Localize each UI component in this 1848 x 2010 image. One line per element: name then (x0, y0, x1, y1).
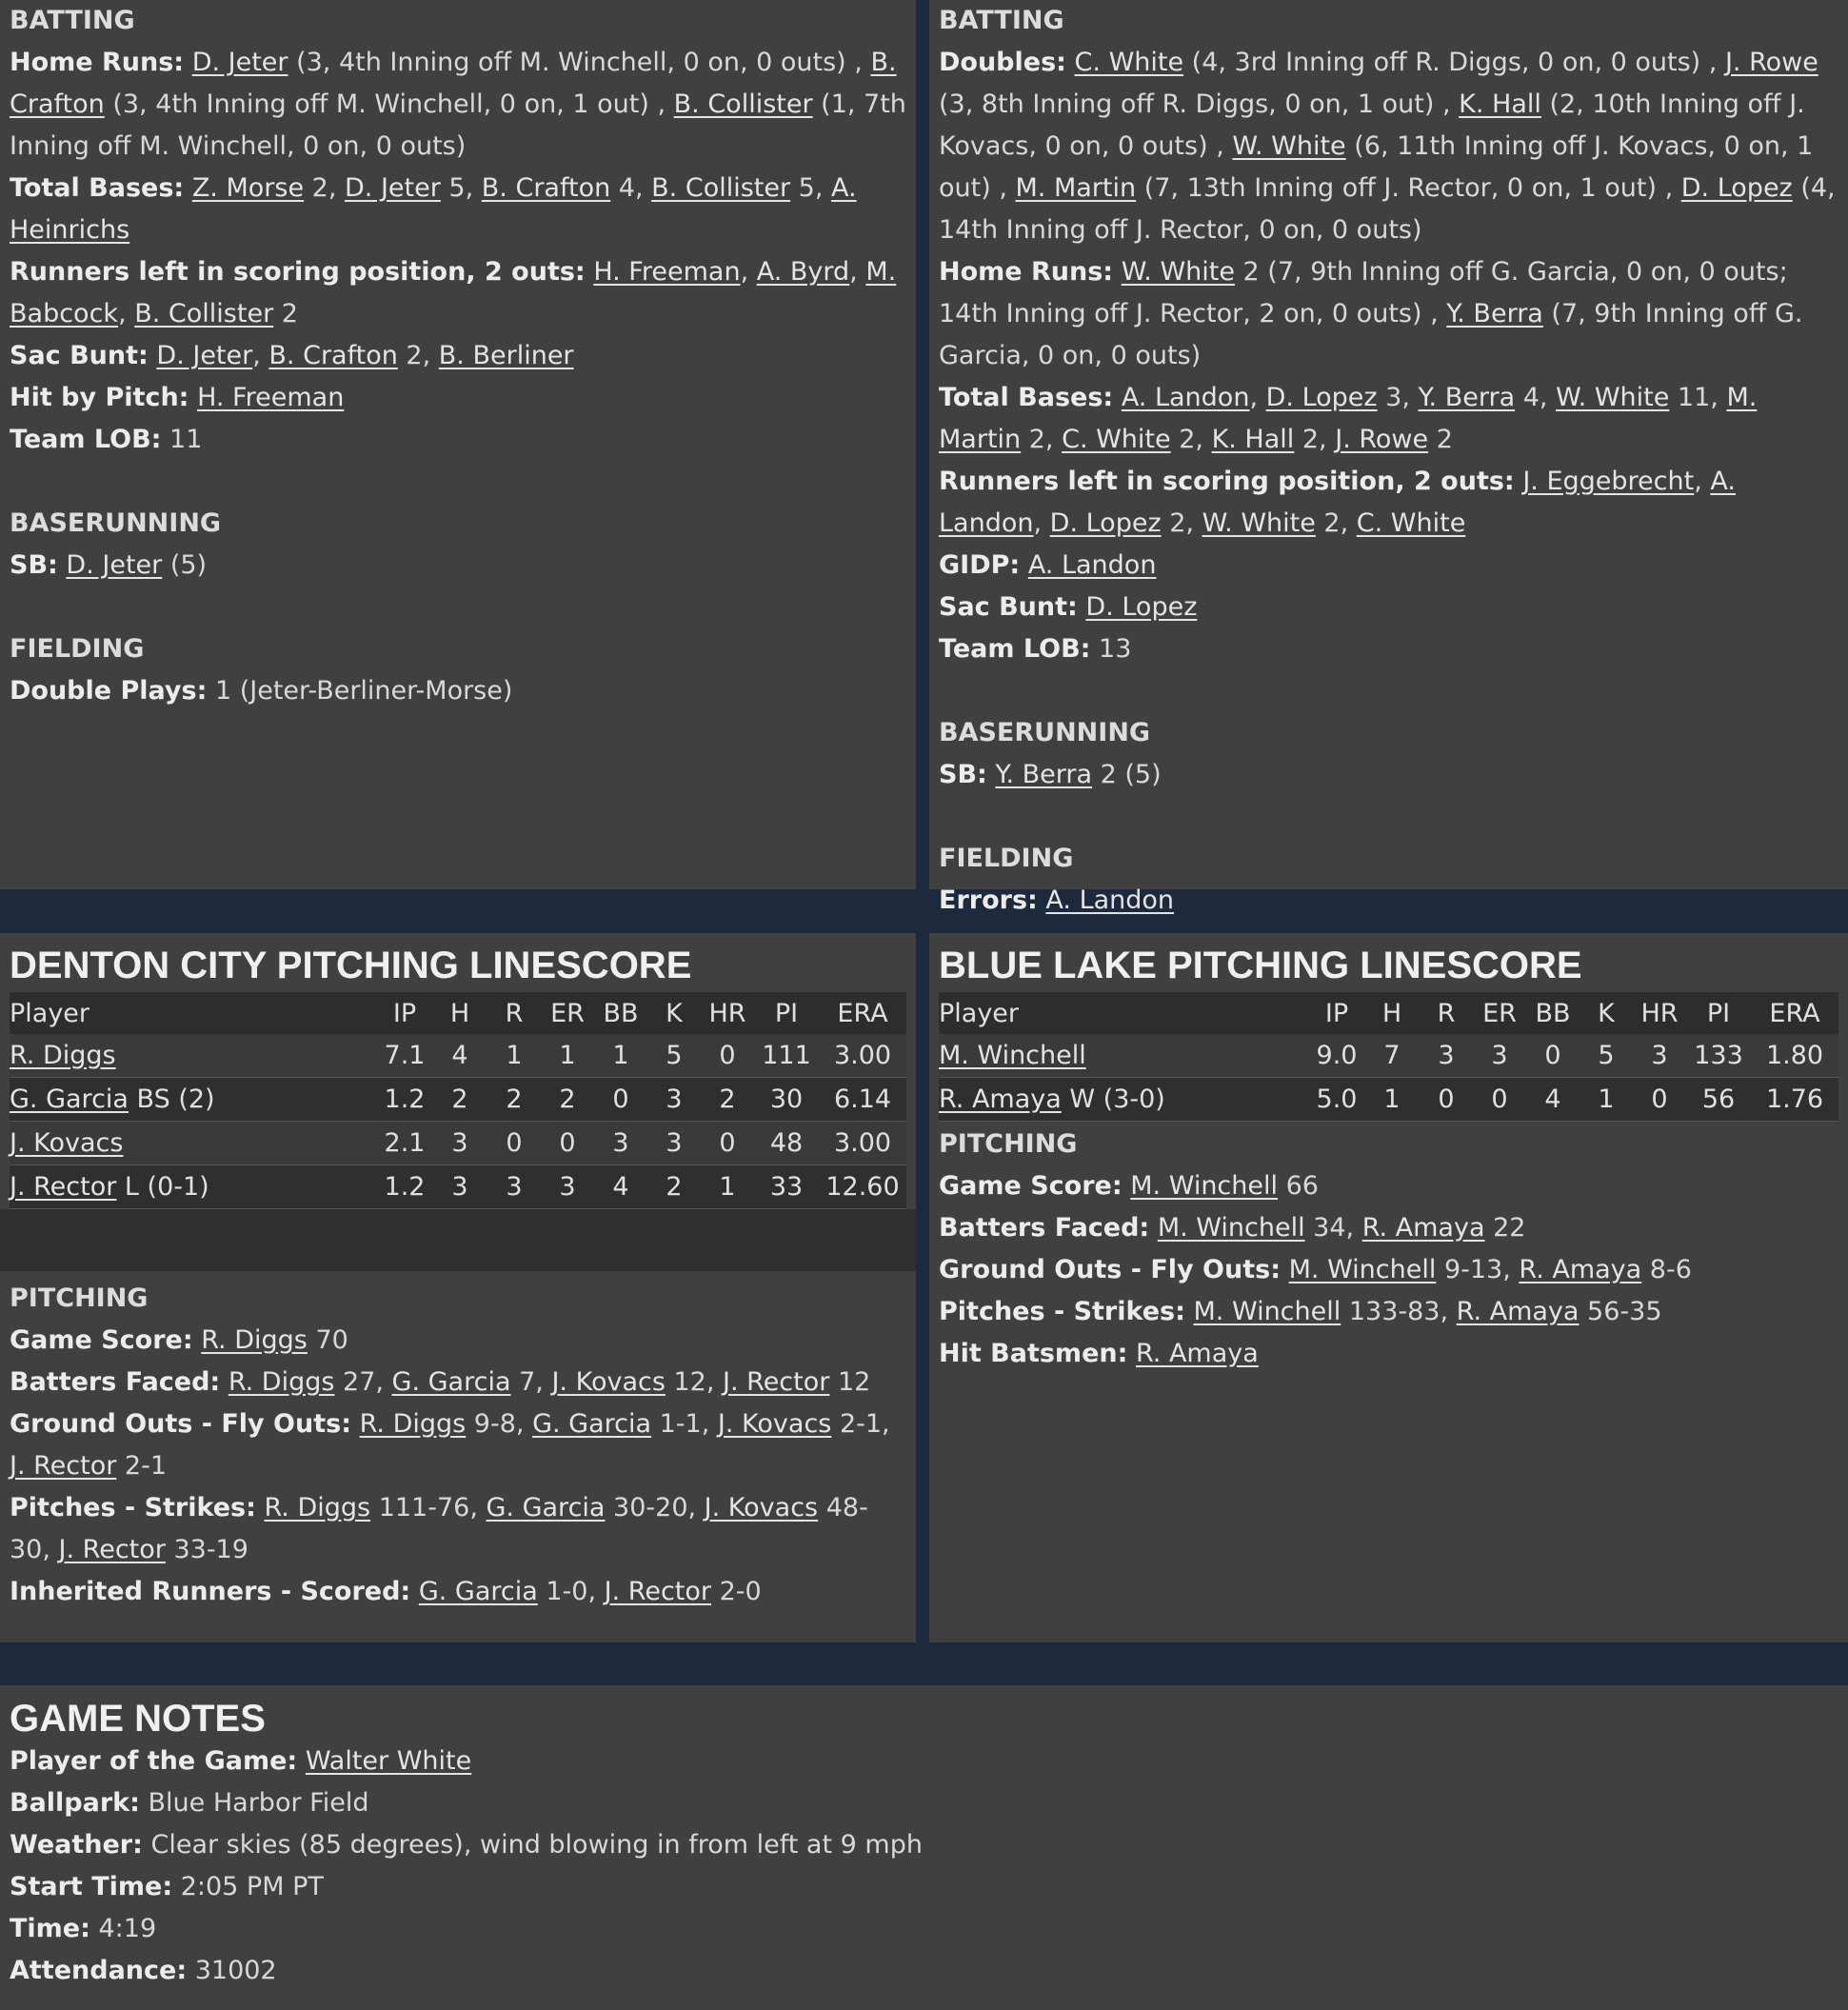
player-link[interactable]: H. Freeman (197, 383, 345, 412)
player-link[interactable]: M. Winchell (1157, 1213, 1305, 1243)
column-header[interactable]: IP (1309, 992, 1364, 1034)
player-link[interactable]: J. Rector (604, 1577, 711, 1606)
player-link[interactable]: J. Rowe (1724, 48, 1818, 77)
column-header[interactable]: K (1580, 992, 1633, 1034)
player-link[interactable]: J. Rector (723, 1367, 830, 1397)
player-link[interactable]: D. Jeter (191, 48, 288, 77)
player-link[interactable]: R. Amaya (1456, 1297, 1580, 1326)
player-link[interactable]: A. Landon (939, 467, 1736, 538)
ground-fly-outs-line: Ground Outs - Fly Outs: M. Winchell 9-13, R. Amaya 8-6 (939, 1255, 1692, 1284)
player-link[interactable]: M. Martin (939, 383, 1758, 454)
column-header[interactable]: HR (701, 992, 754, 1034)
player-link[interactable]: C. White (1074, 48, 1184, 77)
player-link[interactable]: A. Landon (1045, 886, 1175, 915)
player-link[interactable]: J. Kovacs (704, 1493, 819, 1522)
double-plays-line: Double Plays: 1 (Jeter-Berliner-Morse) (10, 676, 513, 706)
player-link[interactable]: W. White (1232, 131, 1346, 161)
player-link[interactable]: D. Jeter (156, 341, 253, 370)
game-time-line: Time: 4:19 (10, 1914, 157, 1943)
player-link[interactable]: J. Rector (10, 1172, 117, 1202)
player-link[interactable]: J. Kovacs (717, 1409, 832, 1439)
player-link[interactable]: C. White (1356, 508, 1466, 538)
pitches-strikes-line: Pitches - Strikes: R. Diggs 111-76, G. Garcia 30-20, J. Kovacs 48-30, J. Rector 33-19 (10, 1493, 868, 1564)
player-link[interactable]: R. Amaya (1136, 1339, 1259, 1368)
denton-pitching-title: DENTON CITY PITCHING LINESCORE (10, 945, 692, 986)
player-link[interactable]: G. Garcia (532, 1409, 652, 1439)
column-header[interactable]: PI (754, 992, 819, 1034)
errors-line: Errors: A. Landon (939, 886, 1175, 915)
player-link[interactable]: J. Rector (58, 1535, 166, 1564)
column-header[interactable]: BB (594, 992, 647, 1034)
player-link[interactable]: M. Martin (1015, 173, 1137, 203)
player-link[interactable]: Y. Berra (1418, 383, 1516, 412)
home-runs-line: Home Runs: W. White 2 (7, 9th Inning off G. Garcia, 0 on, 0 outs; 14th Inning off J. Rector, 2 on, 0 outs) , Y. Berra (7, 9th Inning off G. Garcia, 0 on, 0 outs) (939, 257, 1803, 370)
player-link[interactable]: H. Freeman (593, 257, 741, 287)
player-link[interactable]: D. Jeter (66, 550, 163, 580)
player-link[interactable]: B. Collister (134, 299, 274, 328)
column-header[interactable]: H (432, 992, 487, 1034)
player-link[interactable]: R. Diggs (10, 1041, 116, 1070)
sb-line: SB: D. Jeter (5) (10, 550, 208, 580)
player-link[interactable]: R. Amaya (939, 1085, 1062, 1114)
lob-line: Team LOB: 11 (10, 425, 203, 454)
batting-heading: BATTING (10, 6, 135, 35)
player-link[interactable]: M. Winchell (939, 1041, 1086, 1070)
player-link[interactable]: B. Crafton (268, 341, 398, 370)
player-link[interactable]: C. White (1062, 425, 1171, 454)
bluelake-pitching-table (939, 992, 1838, 1122)
bluelake-pitching-panel (929, 933, 1848, 1642)
denton-pitching-table (10, 992, 906, 1209)
table-header-row (10, 992, 906, 1034)
column-header[interactable]: Player (10, 992, 377, 1034)
player-link[interactable]: B. Berliner (438, 341, 574, 370)
total-bases-line: Total Bases: A. Landon, D. Lopez 3, Y. Berra 4, W. White 11, M. Martin 2, C. White 2, K. Hall 2, J. Rowe 2 (939, 383, 1758, 454)
player-link[interactable]: D. Lopez (1049, 508, 1162, 538)
table-row: J. Kovacs 2.1 3 0 0 3 3 0 48 3.00 (10, 1122, 906, 1165)
player-link[interactable]: R. Diggs (201, 1325, 308, 1355)
column-header[interactable]: BB (1526, 992, 1580, 1034)
weather-line: Weather: Clear skies (85 degrees), wind blowing in from left at 9 mph (10, 1830, 923, 1860)
player-link[interactable]: G. Garcia (10, 1085, 129, 1114)
player-link[interactable]: J. Kovacs (10, 1128, 124, 1158)
doubles-line: Doubles: C. White (4, 3rd Inning off R. Diggs, 0 on, 0 outs) , J. Rowe (3, 8th Inning off R. Diggs, 0 on, 1 out) , K. Hall (2, 10th Inning off J. Kovacs, 0 on, 0 outs) , W. White (6, 11th Inning off J. Kovacs, 0 on, 1 out) , M. Martin (7, 13th Inning off J. Rector, 0 on, 1 out) , D. Lopez (4, 14th Inning off J. Rector, 0 on, 0 outs) (939, 48, 1836, 245)
fielding-heading: FIELDING (939, 844, 1074, 873)
table-header-row (939, 992, 1838, 1034)
column-header[interactable]: PI (1686, 992, 1751, 1034)
player-link[interactable]: R. Amaya (1361, 1213, 1485, 1243)
total-bases-line: Total Bases: Z. Morse 2, D. Jeter 5, B. Crafton 4, B. Collister 5, A. Heinrichs (10, 173, 857, 245)
bluelake-pitching-notes (939, 1122, 1838, 1375)
denton-batting-panel (0, 0, 916, 889)
player-link[interactable]: Z. Morse (191, 173, 305, 203)
player-link[interactable]: R. Diggs (264, 1493, 371, 1522)
player-link[interactable]: G. Garcia (418, 1577, 538, 1606)
sac-bunt-line: Sac Bunt: D. Jeter, B. Crafton 2, B. Berliner (10, 341, 574, 370)
player-link[interactable]: Y. Berra (1446, 299, 1543, 328)
column-header[interactable]: IP (377, 992, 432, 1034)
player-link[interactable]: B. Collister (651, 173, 791, 203)
player-link[interactable]: R. Diggs (228, 1367, 335, 1397)
rlisp-line: Runners left in scoring position, 2 outs: J. Eggebrecht, A. Landon, D. Lopez 2, W. White 2, C. White (939, 467, 1736, 538)
batting-heading: BATTING (939, 6, 1064, 35)
batters-faced-line: Batters Faced: M. Winchell 34, R. Amaya 22 (939, 1213, 1526, 1243)
gidp-line: GIDP: A. Landon (939, 550, 1157, 580)
game-score-line: Game Score: M. Winchell 66 (939, 1171, 1319, 1201)
player-link[interactable]: W. White (1556, 383, 1670, 412)
column-header[interactable]: ERA (819, 992, 906, 1034)
hbp-line: Hit by Pitch: H. Freeman (10, 383, 345, 412)
column-header[interactable]: ER (1473, 992, 1526, 1034)
denton-pitching-panel (0, 933, 916, 1642)
player-link[interactable]: D. Lopez (1085, 592, 1198, 622)
attendance-line: Attendance: 31002 (10, 1956, 277, 1985)
table-row: G. Garcia BS (2) 1.2 2 2 2 0 3 2 30 6.14 (10, 1078, 906, 1122)
hit-batsmen-line: Hit Batsmen: R. Amaya (939, 1339, 1259, 1368)
rlisp-line: Runners left in scoring position, 2 outs: H. Freeman, A. Byrd, M. Babcock, B. Collister 2 (10, 257, 897, 328)
player-link[interactable]: M. Winchell (1193, 1297, 1341, 1326)
table-row: J. Rector L (0-1) 1.2 3 3 3 4 2 1 33 12.60 (10, 1165, 906, 1209)
table-row: M. Winchell 9.0 7 3 3 0 5 3 133 1.80 (939, 1034, 1838, 1078)
column-header[interactable]: K (647, 992, 701, 1034)
column-header[interactable]: H (1364, 992, 1420, 1034)
sac-bunt-line: Sac Bunt: D. Lopez (939, 592, 1198, 622)
player-link[interactable]: W. White (1202, 508, 1316, 538)
player-link[interactable]: M. Babcock (10, 257, 897, 328)
player-link[interactable]: Walter White (305, 1746, 472, 1776)
game-notes-title: GAME NOTES (10, 1698, 266, 1740)
baserunning-heading: BASERUNNING (10, 508, 222, 538)
column-header[interactable]: R (487, 992, 541, 1034)
column-header[interactable]: ER (541, 992, 594, 1034)
lob-line: Team LOB: 13 (939, 634, 1132, 664)
player-link[interactable]: G. Garcia (486, 1493, 606, 1522)
batters-faced-line: Batters Faced: R. Diggs 27, G. Garcia 7, J. Kovacs 12, J. Rector 12 (10, 1367, 871, 1397)
fielding-heading: FIELDING (10, 634, 145, 664)
home-runs-line: Home Runs: D. Jeter (3, 4th Inning off M. Winchell, 0 on, 0 outs) , B. Crafton (3, 4th Inning off M. Winchell, 0 on, 1 out) , B. Collister (1, 7th Inning off M. Winchell, 0 on, 0 outs) (10, 48, 906, 161)
pitches-strikes-line: Pitches - Strikes: M. Winchell 133-83, R. Amaya 56-35 (939, 1297, 1662, 1326)
player-link[interactable]: R. Amaya (1519, 1255, 1642, 1284)
player-link[interactable]: D. Lopez (1265, 383, 1378, 412)
player-link[interactable]: A. Landon (1027, 550, 1157, 580)
player-link[interactable]: B. Collister (673, 90, 813, 119)
column-header[interactable]: R (1420, 992, 1473, 1034)
player-link[interactable]: G. Garcia (391, 1367, 511, 1397)
player-link[interactable]: J. Rowe (1335, 425, 1429, 454)
start-time-line: Start Time: 2:05 PM PT (10, 1872, 324, 1901)
denton-pitching-notes (10, 1271, 906, 1613)
player-link[interactable]: J. Eggebrecht (1522, 467, 1695, 496)
bluelake-batting-panel (929, 0, 1848, 915)
player-link[interactable]: K. Hall (1459, 90, 1541, 119)
pitching-heading: PITCHING (939, 1129, 1078, 1159)
player-link[interactable]: Y. Berra (995, 760, 1093, 789)
player-link[interactable]: M. Winchell (1288, 1255, 1437, 1284)
player-link[interactable]: M. Winchell (1130, 1171, 1278, 1201)
player-link[interactable]: D. Lopez (1680, 173, 1793, 203)
sb-line: SB: Y. Berra 2 (5) (939, 760, 1162, 789)
player-link[interactable]: D. Jeter (345, 173, 441, 203)
player-link[interactable]: K. Hall (1211, 425, 1295, 454)
player-link[interactable]: A. Heinrichs (10, 173, 857, 245)
player-link[interactable]: J. Rector (10, 1451, 117, 1481)
column-header[interactable]: Player (939, 992, 1309, 1034)
baserunning-heading: BASERUNNING (939, 718, 1151, 747)
player-link[interactable]: R. Diggs (359, 1409, 467, 1439)
inherited-runners-line: Inherited Runners - Scored: G. Garcia 1-0, J. Rector 2-0 (10, 1577, 762, 1606)
pitching-heading: PITCHING (10, 1284, 149, 1313)
bluelake-pitching-title: BLUE LAKE PITCHING LINESCORE (939, 945, 1582, 986)
player-link[interactable]: A. Byrd (756, 257, 850, 287)
player-link[interactable]: J. Kovacs (551, 1367, 666, 1397)
column-header[interactable]: ERA (1751, 992, 1838, 1034)
game-notes-panel (0, 1685, 1848, 2010)
player-link[interactable]: W. White (1121, 257, 1235, 287)
player-of-the-game-line: Player of the Game: Walter White (10, 1746, 472, 1776)
table-row: R. Amaya W (3-0) 5.0 1 0 0 4 1 0 56 1.76 (939, 1078, 1838, 1122)
table-row: R. Diggs 7.1 4 1 1 1 5 0 111 3.00 (10, 1034, 906, 1078)
player-link[interactable]: A. Landon (1121, 383, 1250, 412)
column-header[interactable]: HR (1633, 992, 1686, 1034)
player-link[interactable]: B. Crafton (481, 173, 611, 203)
ground-fly-outs-line: Ground Outs - Fly Outs: R. Diggs 9-8, G. Garcia 1-1, J. Kovacs 2-1, J. Rector 2-1 (10, 1409, 890, 1481)
ballpark-line: Ballpark: Blue Harbor Field (10, 1788, 369, 1818)
game-score-line: Game Score: R. Diggs 70 (10, 1325, 348, 1355)
player-link[interactable]: B. Crafton (10, 48, 897, 119)
